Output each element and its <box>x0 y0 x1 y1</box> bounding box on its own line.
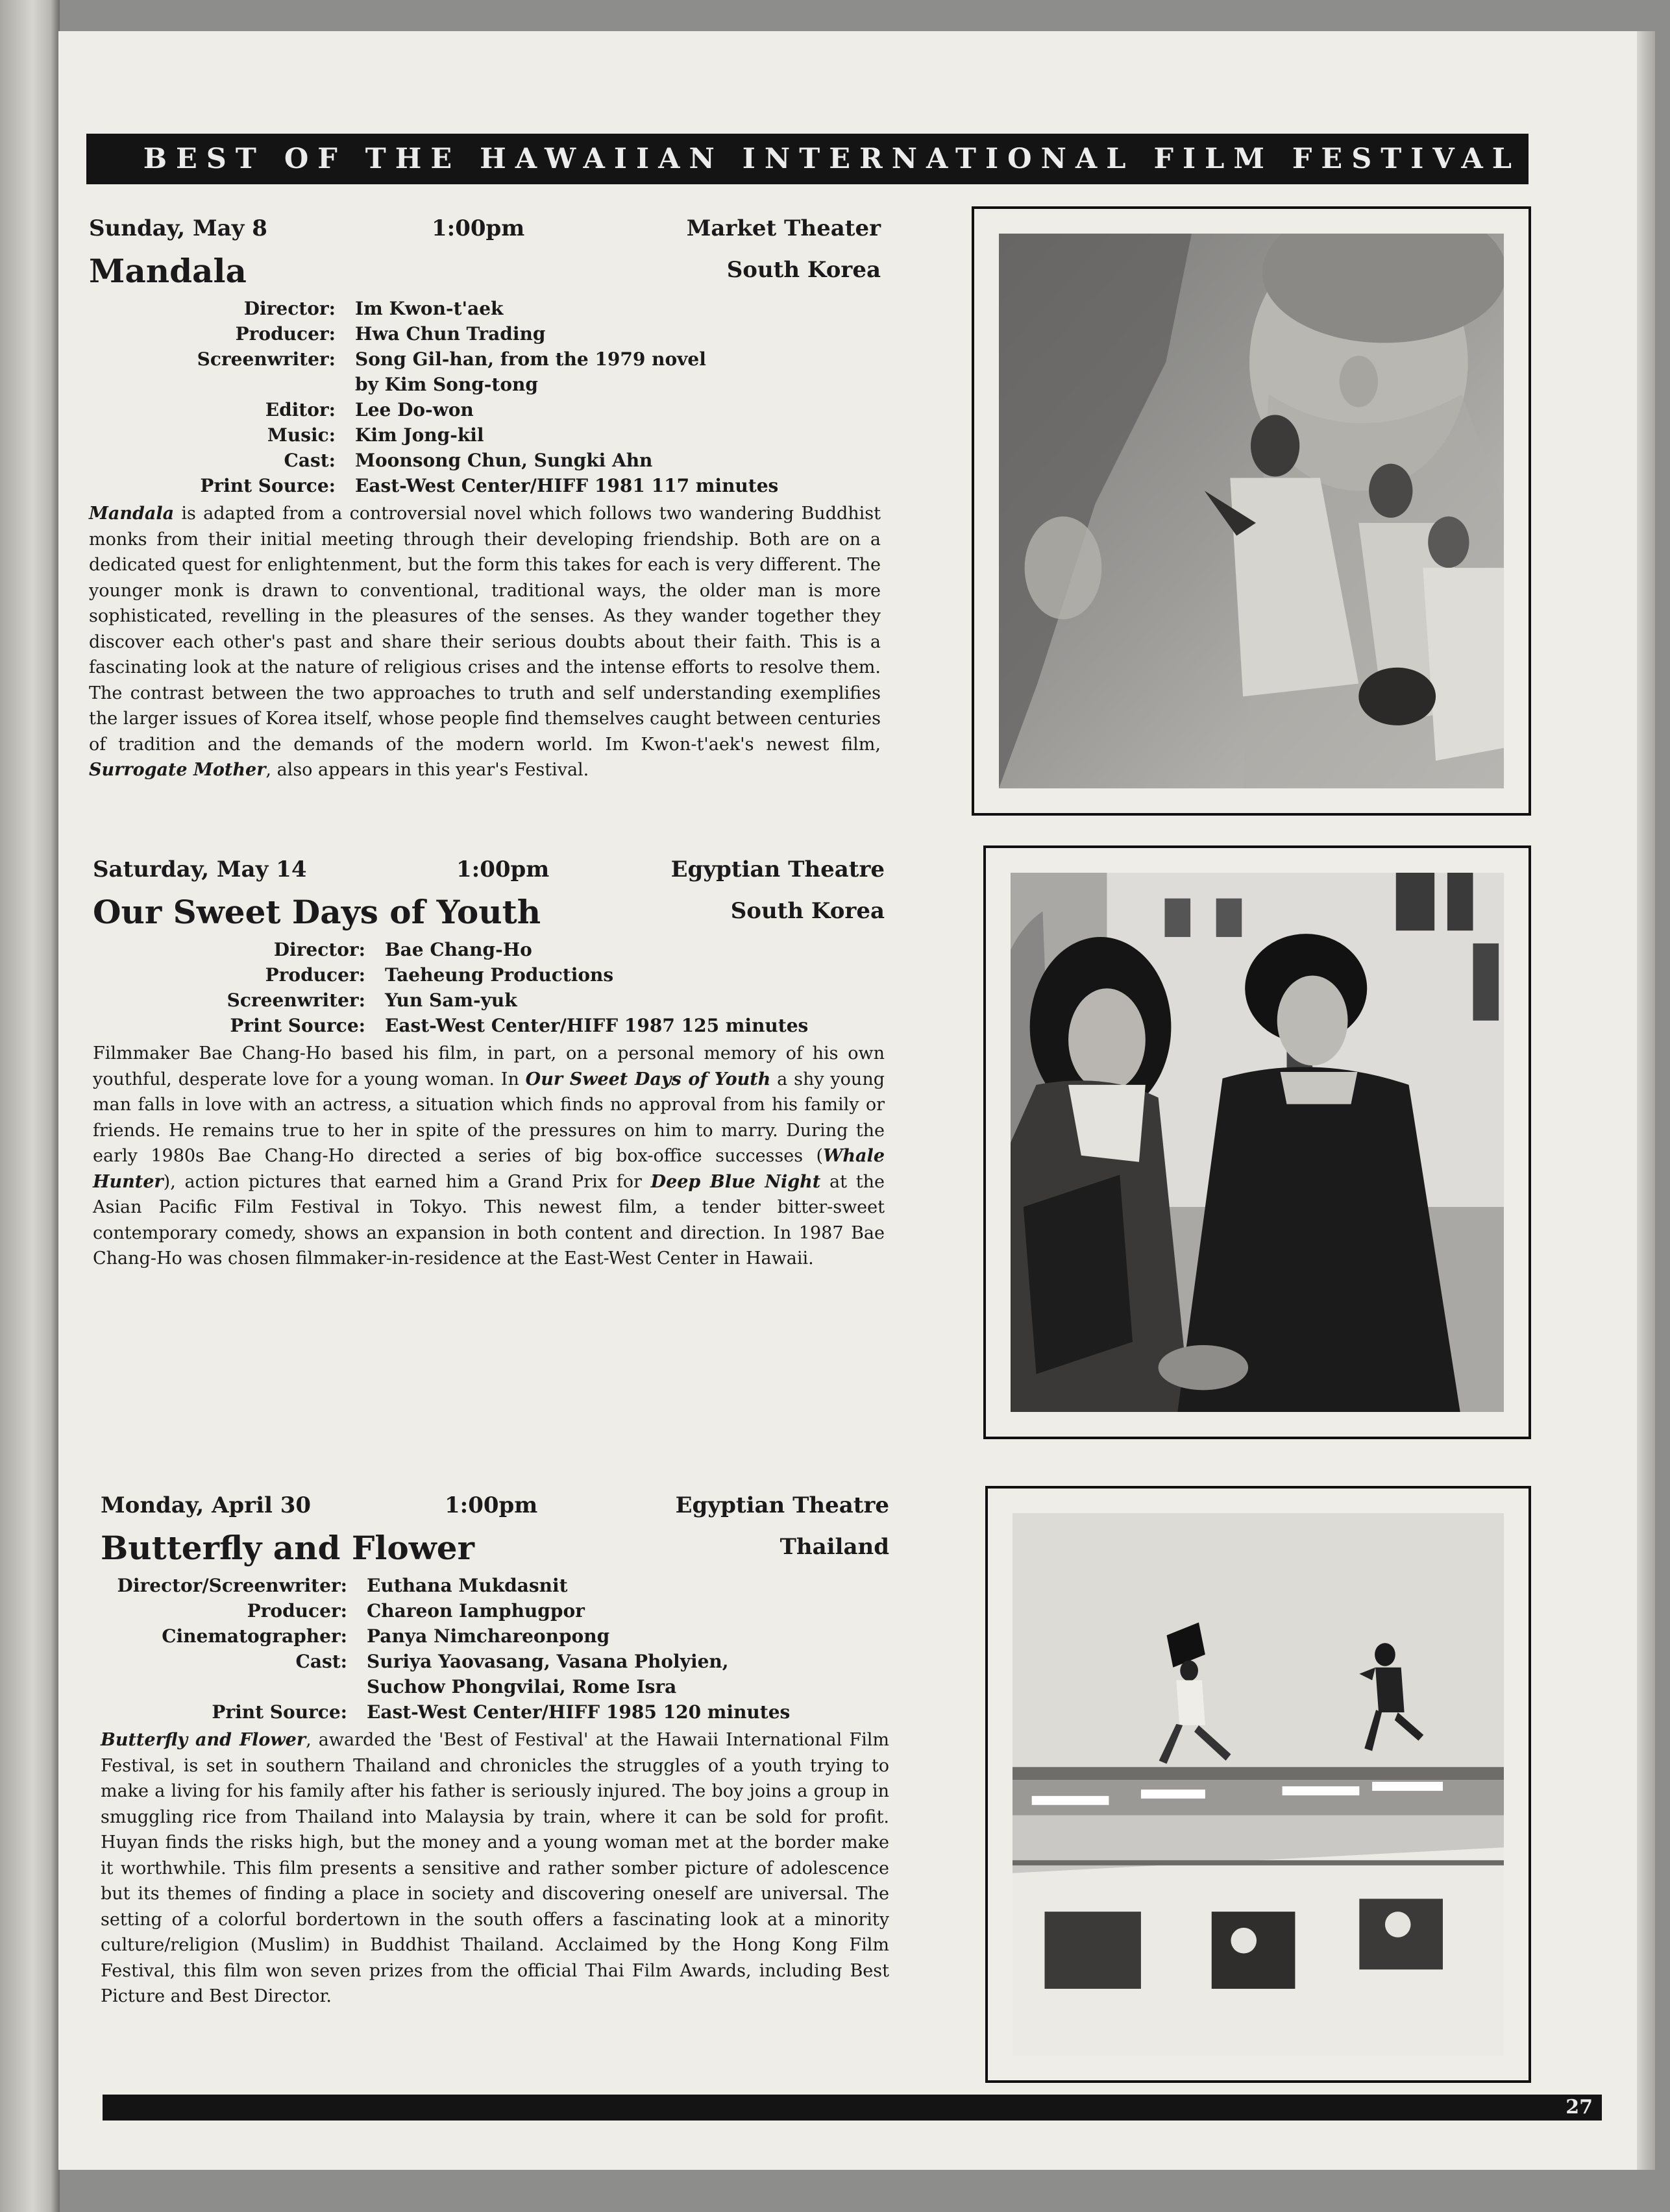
film-title: Mandala <box>89 252 247 290</box>
credit-label: Cast: <box>284 450 336 471</box>
credit-value: East-West Center/HIFF 1987 125 minutes <box>385 1015 809 1036</box>
film-still-frame-mandala <box>972 206 1531 816</box>
screening-venue: Market Theater <box>686 215 881 241</box>
credit-label: Cinematographer: <box>162 1625 347 1647</box>
film-description <box>101 1727 889 2010</box>
credit-value: Chareon Iamphugpor <box>367 1600 585 1622</box>
credit-value: Euthana Mukdasnit <box>367 1575 568 1596</box>
credit-value: Panya Nimchareonpong <box>367 1625 610 1647</box>
credit-value: East-West Center/HIFF 1985 120 minutes <box>367 1701 791 1723</box>
film-listing-butterfly-and-flower <box>101 1492 889 2010</box>
credit-label: Director: <box>273 939 365 960</box>
page-number: 27 <box>1566 2096 1593 2119</box>
credit-value: Yun Sam-yuk <box>385 990 517 1011</box>
credit-label: Screenwriter: <box>227 990 365 1011</box>
credit-label: Print Source: <box>212 1701 347 1723</box>
credit-label: Cast: <box>295 1651 347 1672</box>
film-still-frame-butterfly-and-flower <box>985 1486 1531 2083</box>
desc-italic: Deep Blue Night <box>650 1171 821 1192</box>
screening-date: Monday, April 30 <box>101 1492 312 1518</box>
credit-value: Bae Chang-Ho <box>385 939 532 960</box>
screening-info <box>89 215 881 252</box>
credit-value: Kim Jong-kil <box>355 424 484 446</box>
credit-value: East-West Center/HIFF 1981 117 minutes <box>355 475 779 496</box>
desc-text: Filmmaker Bae Chang-Ho based his film, in part, on a personal memory of his own youthful, desperate love for a young woman. In <box>93 1043 885 1089</box>
credit-label: Director/Screenwriter: <box>117 1575 347 1596</box>
credit-value: Moonsong Chun, Sungki Ahn <box>355 450 653 471</box>
film-description <box>89 501 881 783</box>
film-title: Our Sweet Days of Youth <box>93 893 541 931</box>
credits-list <box>101 1573 889 1725</box>
credit-label: Editor: <box>265 399 336 420</box>
credit-label: Print Source: <box>200 475 336 496</box>
screening-info <box>93 857 885 893</box>
page-binding <box>0 0 60 2212</box>
desc-italic: Surrogate Mother <box>89 760 266 780</box>
film-still-mandala <box>999 234 1504 788</box>
film-listing-our-sweet-days-of-youth <box>93 857 885 1272</box>
desc-text: at the Asian Pacific Film Festival in Tokyo. This newest film, a tender bitter-sweet contemporary comedy, shows an expansion in both content and direction. In 1987 Bae Chang-Ho was chosen filmmaker-in-residence at the East-West Center in Hawaii. <box>93 1171 885 1269</box>
film-country: Thailand <box>780 1534 889 1560</box>
credit-label: Print Source: <box>230 1015 365 1036</box>
screening-venue: Egyptian Theatre <box>675 1492 889 1518</box>
film-description <box>93 1041 885 1272</box>
film-still-our-sweet-days-of-youth <box>1011 873 1504 1412</box>
credit-label: Music: <box>267 424 336 446</box>
film-still-butterfly-and-flower <box>1013 1513 1504 2056</box>
credits-list <box>93 937 885 1038</box>
film-listing-mandala <box>89 215 881 783</box>
screening-info <box>101 1492 889 1529</box>
desc-italic: Our Sweet Days of Youth <box>525 1069 771 1089</box>
desc-text: a shy young man falls in love with an actress, a situation which finds no approval from his family or friends. He remains true to her in spite of the pressures on him to marry. During the early 1980s Bae Chang-Ho directed a series of big box-office successes ( <box>93 1069 885 1166</box>
credit-label: Producer: <box>265 964 365 986</box>
screening-time: 1:00pm <box>432 215 525 241</box>
film-still-frame-our-sweet-days-of-youth <box>983 845 1531 1439</box>
desc-text: , awarded the 'Best of Festival' at the Hawaii International Film Festival, is set in southern Thailand and chronicles the struggles of a youth trying to make a living for his family after his father is seriously injured. The boy joins a group in smuggling rice from Thailand into Malaysia by train, where it can be sold for profit. Huyan finds the risks high, but the money and a young woman met at the border make it worthwhile. This film presents a sensitive and rather somber picture of adolescence but its themes of finding a place in society and discovering oneself are universal. The setting of a colorful bordertown in the south offers a fascinating look at a minority culture/religion (Muslim) in Buddhist Thailand. Acclaimed by the Hong Kong Film Festival, this film won seven prizes from the official Thai Film Awards, including Best Picture and Best Director. <box>101 1730 889 2006</box>
screening-time: 1:00pm <box>456 857 550 882</box>
credit-label: Producer: <box>247 1600 347 1622</box>
credit-value: Im Kwon-t'aek <box>355 298 504 319</box>
desc-italic: Whale Hunter <box>93 1146 885 1192</box>
section-banner: BEST OF THE HAWAIIAN INTERNATIONAL FILM FESTIVAL <box>86 134 1529 184</box>
credit-label: Screenwriter: <box>197 348 336 370</box>
credit-value: Hwa Chun Trading <box>355 323 546 345</box>
screening-time: 1:00pm <box>445 1492 538 1518</box>
credit-value: Taeheung Productions <box>385 964 614 986</box>
screening-date: Saturday, May 14 <box>93 857 307 882</box>
desc-text: , also appears in this year's Festival. <box>265 760 589 780</box>
screening-date: Sunday, May 8 <box>89 215 267 241</box>
credits-list <box>89 296 881 498</box>
credit-label: Director: <box>243 298 336 319</box>
credit-value: Song Gil-han, from the 1979 novel by Kim Song-tong <box>355 348 706 395</box>
film-title: Butterfly and Flower <box>101 1529 474 1567</box>
film-country: South Korea <box>730 898 885 924</box>
credit-label: Producer: <box>235 323 336 345</box>
desc-italic: Mandala <box>89 504 175 524</box>
desc-italic: Butterfly and Flower <box>101 1730 306 1750</box>
film-country: South Korea <box>726 257 881 283</box>
screening-venue: Egyptian Theatre <box>670 857 885 882</box>
page-edge <box>1637 31 1655 2170</box>
credit-value: Lee Do-won <box>355 399 474 420</box>
desc-text: is adapted from a controversial novel which follows two wandering Buddhist monks from their initial meeting through their developing friendship. Both are on a dedicated quest for enlightenment, but the form this takes for each is very different. The younger monk is drawn to conventional, traditional ways, the older man is more sophisticated, revelling in the pleasures of the senses. As they wander together they discover each other's past and share their serious doubts about their faith. This is a fascinating look at the nature of religious crises and the intense efforts to resolve them. The contrast between the two approaches to truth and self understanding exemplifies the larger issues of Korea itself, whose people find themselves caught between centuries of tradition and the demands of the modern world. Im Kwon-t'aek's newest film, <box>89 504 881 755</box>
desc-text: ), action pictures that earned him a Grand Prix for <box>163 1171 651 1192</box>
credit-value: Suriya Yaovasang, Vasana Pholyien, Suchow Phongvilai, Rome Isra <box>367 1651 729 1697</box>
footer-bar <box>103 2095 1602 2121</box>
